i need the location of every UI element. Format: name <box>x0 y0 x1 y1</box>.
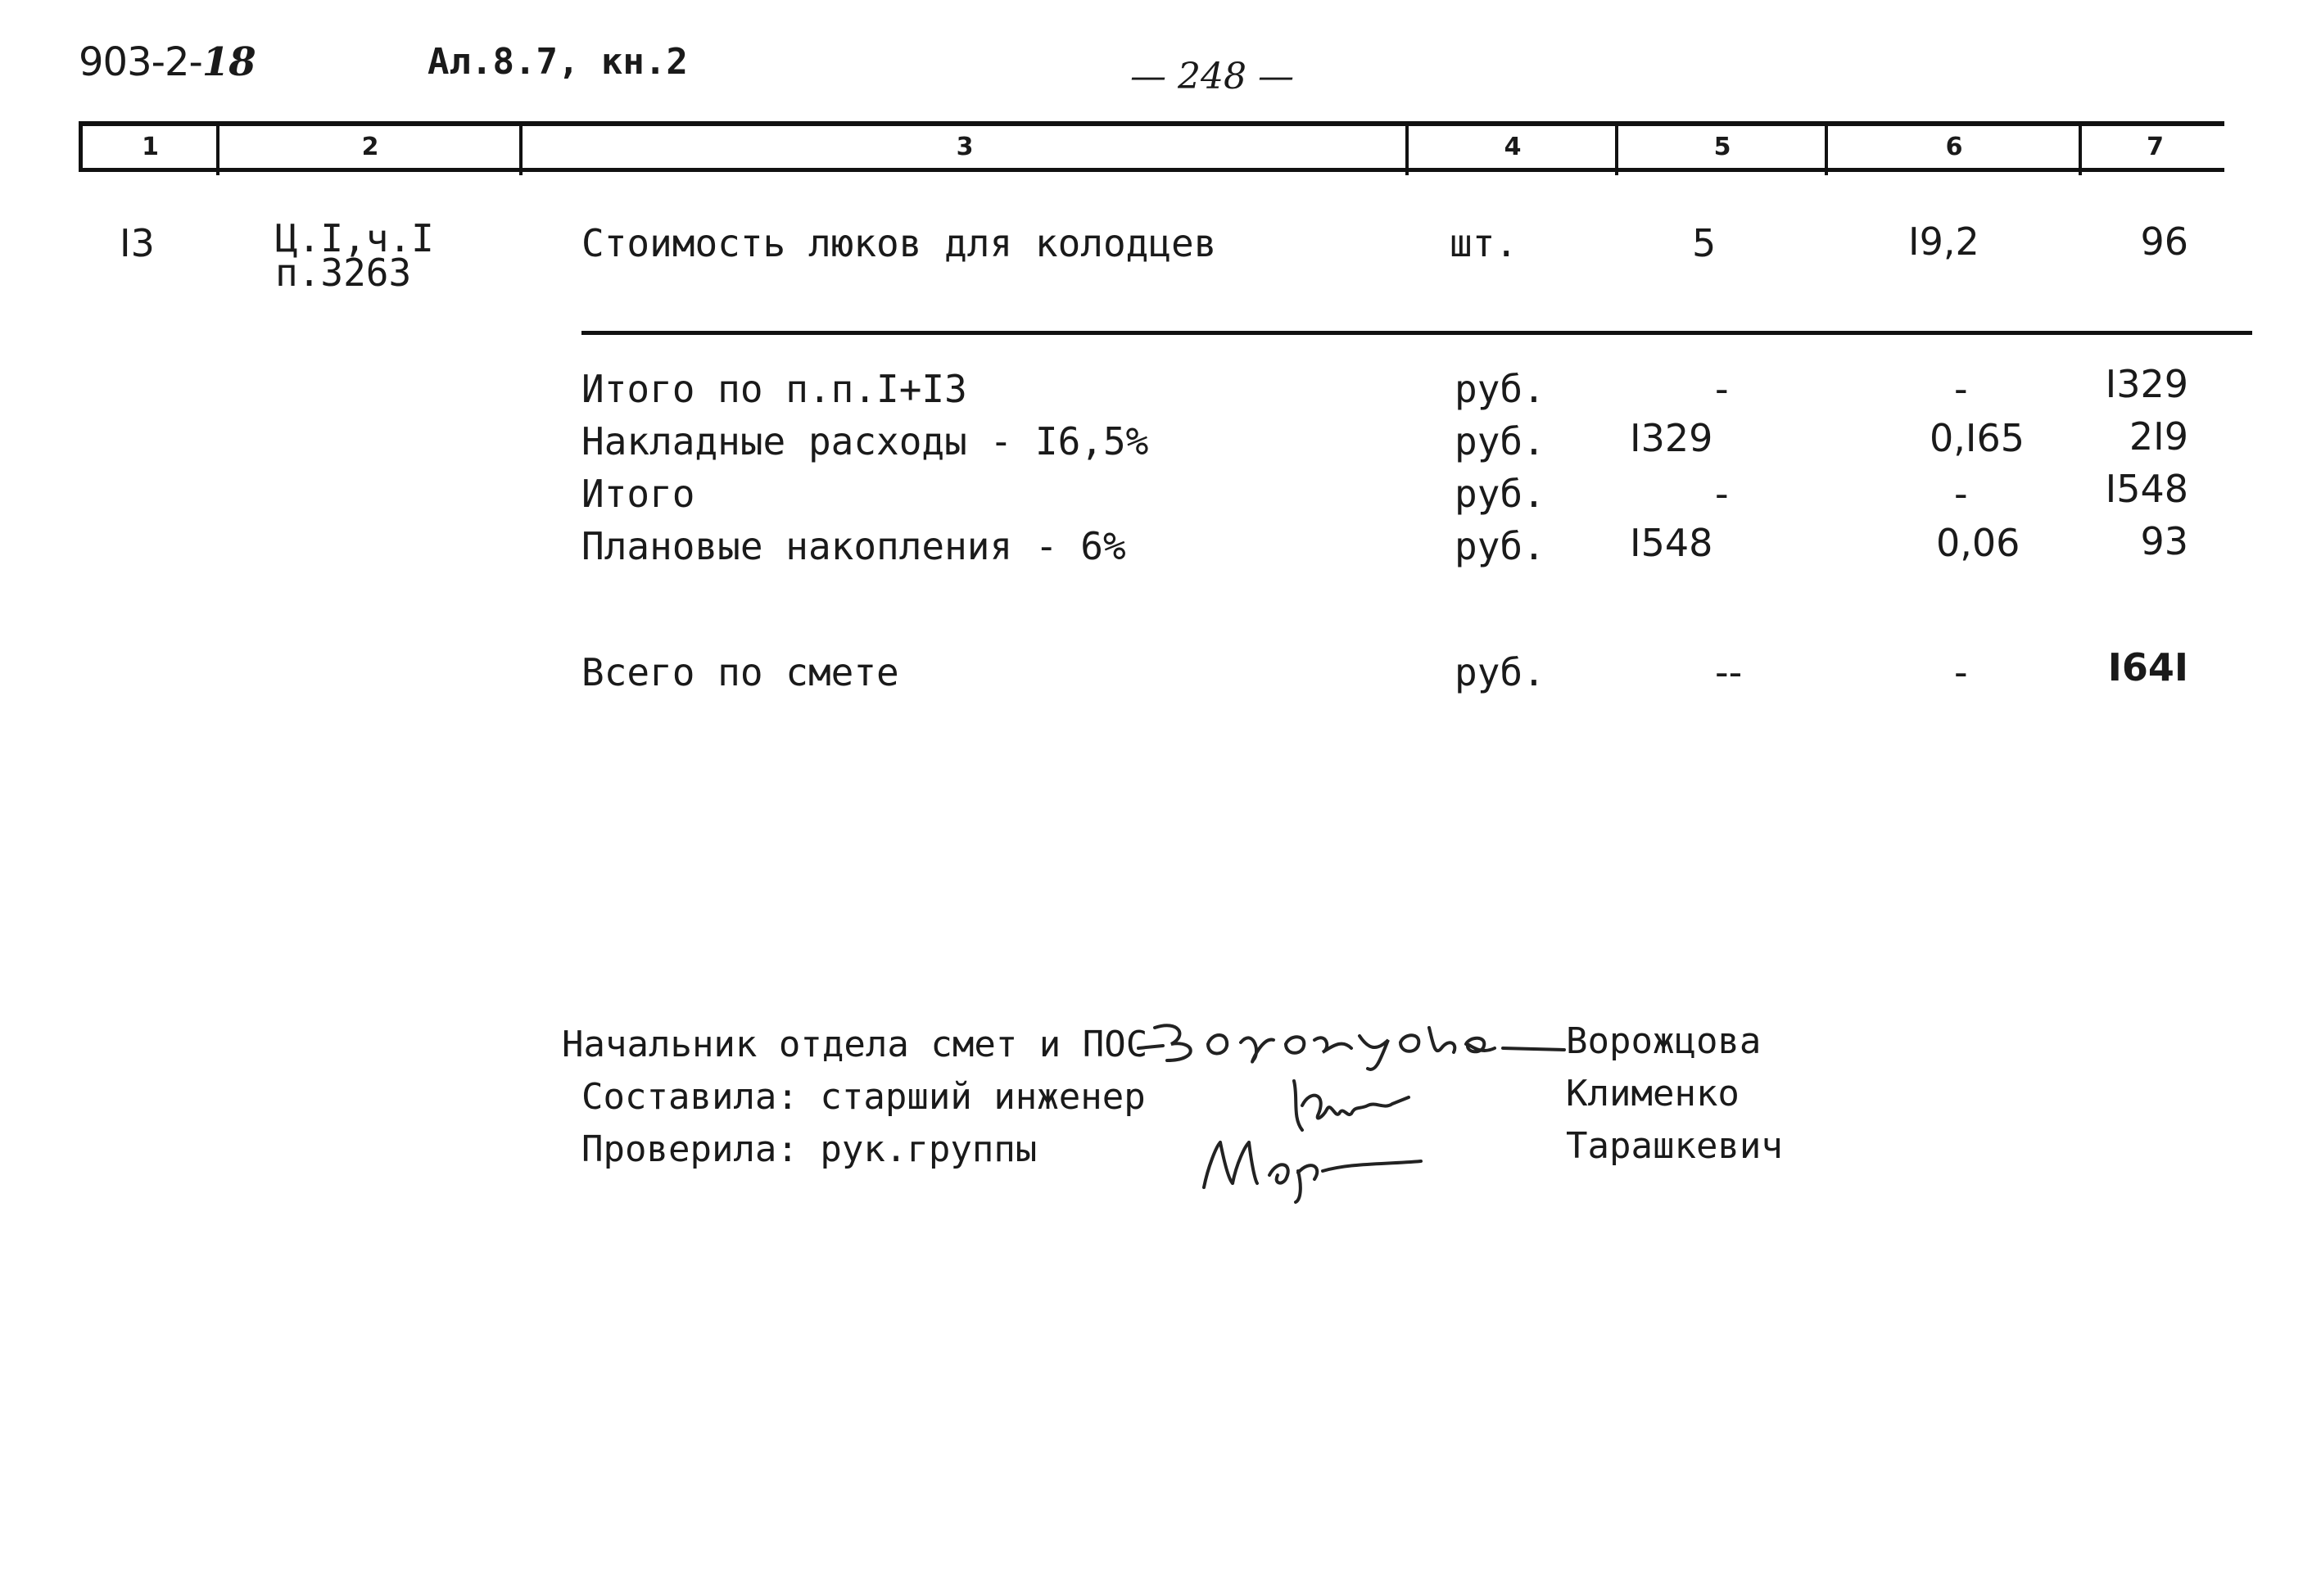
column-header-6: 6 <box>1945 133 1963 161</box>
summary-rate: - <box>1954 367 1968 411</box>
signature-role-compiler: Составила: старший инженер <box>581 1076 1146 1118</box>
item-quantity: 5 <box>1692 221 1717 265</box>
column-header-4: 4 <box>1504 133 1522 161</box>
grand-total-name: Всего по смете <box>581 650 899 694</box>
item-number: I3 <box>120 221 155 265</box>
summary-total: 93 <box>2140 519 2188 563</box>
summary-name: Итого по п.п.I+I3 <box>581 367 967 411</box>
summary-total: I548 <box>2105 467 2188 511</box>
item-reference-line-1: Ц.I,ч.I <box>275 216 434 260</box>
summary-total: I329 <box>2105 362 2188 406</box>
signature-compiler-handwritten <box>1278 1073 1441 1138</box>
grand-total-unit: руб. <box>1455 650 1545 694</box>
signature-checker-handwritten <box>1188 1130 1433 1204</box>
summary-rate: 0,I65 <box>1930 416 2025 460</box>
document-code-suffix: 18 <box>201 39 256 85</box>
column-header-row <box>79 121 2224 172</box>
album-reference: Ал.8.7, кн.2 <box>428 41 688 83</box>
summary-unit: руб. <box>1455 472 1545 516</box>
signature-role-checker: Проверила: рук.группы <box>581 1128 1038 1170</box>
signatory-name-head: Ворожцова <box>1566 1020 1762 1062</box>
summary-name: Накладные расходы - I6,5% <box>581 419 1149 463</box>
document-code <box>79 39 256 85</box>
summary-base: I329 <box>1630 416 1713 460</box>
column-header-3: 3 <box>956 133 974 161</box>
section-divider <box>581 331 2252 335</box>
summary-name: Итого <box>581 472 695 516</box>
summary-unit: руб. <box>1455 419 1545 463</box>
item-reference <box>275 216 434 295</box>
summary-rate: - <box>1954 472 1968 516</box>
item-reference-line-2: п.3263 <box>275 251 412 295</box>
document-code-prefix: 903-2- <box>79 39 202 85</box>
page-number: — 248 — <box>1130 56 1294 97</box>
summary-name: Плановые накопления - 6% <box>581 524 1126 568</box>
signature-role-head: Начальник отдела смет и ПОС <box>562 1024 1148 1065</box>
signatory-name-checker: Тарашкевич <box>1566 1125 1783 1167</box>
item-name: Стоимость люков для колодцев <box>581 221 1217 265</box>
grand-total-total: I64I <box>2107 645 2188 689</box>
item-total: 96 <box>2140 219 2188 264</box>
summary-unit: руб. <box>1455 367 1545 411</box>
signature-head-handwritten <box>1130 1003 1572 1077</box>
grand-total-base: -- <box>1715 650 1743 694</box>
column-header-1: 1 <box>142 133 159 161</box>
summary-total: 2I9 <box>2129 414 2188 459</box>
summary-base: I548 <box>1630 521 1713 565</box>
summary-base: - <box>1715 367 1729 411</box>
column-header-7: 7 <box>2147 133 2164 161</box>
summary-rate: 0,06 <box>1936 521 2020 565</box>
summary-base: - <box>1715 472 1729 516</box>
item-unit-price: I9,2 <box>1908 219 1979 264</box>
item-unit: шт. <box>1450 221 1518 265</box>
summary-unit: руб. <box>1455 524 1545 568</box>
column-header-2: 2 <box>361 133 379 161</box>
grand-total-rate: - <box>1954 650 1968 694</box>
column-header-5: 5 <box>1713 133 1731 161</box>
signatory-name-compiler: Клименко <box>1566 1073 1740 1114</box>
